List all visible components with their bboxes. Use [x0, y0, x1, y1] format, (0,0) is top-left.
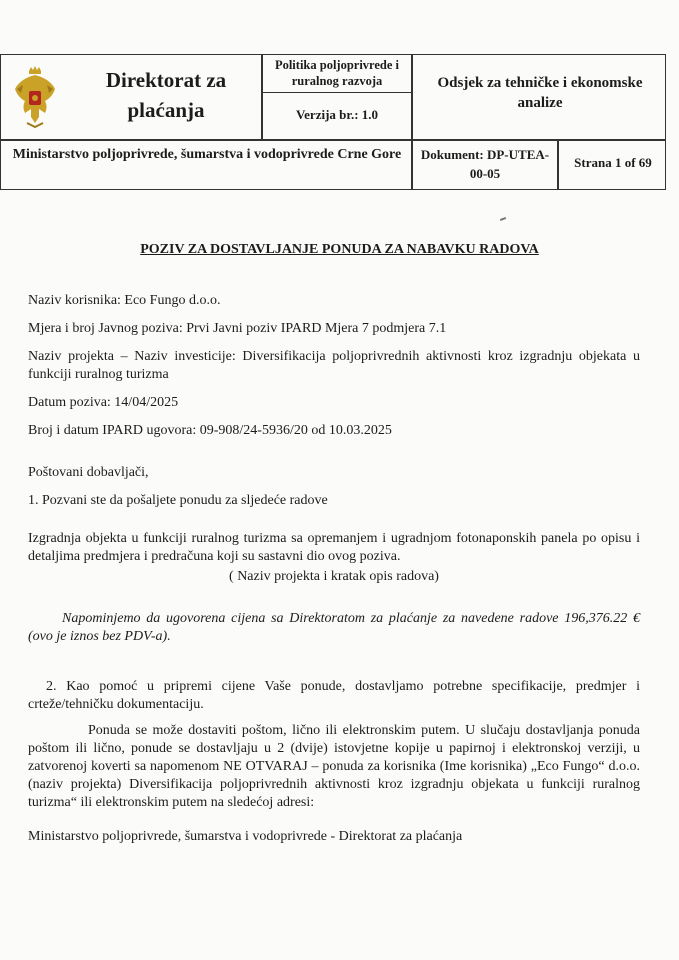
header-page-cell — [558, 140, 666, 190]
coat-of-arms-icon — [13, 65, 57, 129]
ministry-name: Ministarstvo poljoprivrede, šumarstva i vodoprivrede Crne Gore — [12, 147, 402, 162]
header-policy-cell — [262, 54, 412, 140]
header-logo-cell — [0, 54, 262, 140]
header-ministry-cell — [0, 140, 412, 190]
submission-instructions: Ponuda se može dostaviti poštom, lično ili elektronskim putem. U slučaju dostavljanja ponuda poštom ili lično, ponude se dostavljaju u 2 (dvije) istovjetne kopije u papirnoj i elektronskoj verziji, u zatvorenoj koverti sa napomenom NE OTVARAJ – ponuda za korisnika (Ime korisnika) „Eco Fungo“ d.o.o. (naziv projekta) Diversifikacija poljoprivrednih aktivnosti kroz izgradnju objekata u funkciji ruralnog turizma“ ili elektronskim putem na sledećoj adresi: — [28, 723, 640, 810]
version-label: Verzija br.: 1.0 — [295, 107, 379, 122]
directorate-title: Direktorat za plaćanja — [105, 68, 227, 122]
policy-title: Politika poljoprivrede i ruralnog razvoja — [274, 58, 400, 88]
document-id: Dokument: DP-UTEA-00-05 — [420, 147, 550, 181]
document-title: POZIV ZA DOSTAVLJANJE PONUDA ZA NABAVKU RADOVA — [140, 242, 539, 257]
works-description: Izgradnja objekta u funkciji ruralnog turizma sa opremanjem i ugradnjom fotonaponskih panela po opisu i detaljima predmjera i predračuna koji su sastavni dio ovog poziva. — [28, 531, 640, 564]
works-caption: ( Naziv projekta i kratak opis radova) — [229, 569, 439, 584]
header-document-cell — [412, 140, 558, 190]
policy-divider — [263, 92, 411, 93]
item-2: 2. Kao pomoć u pripremi cijene Vaše ponude, dostavljamo potrebne specifikacije, predmjer i crteže/tehničku dokumentaciju. — [28, 679, 640, 712]
address-line: Ministarstvo poljoprivrede, šumarstva i vodoprivrede - Direktorat za plaćanja — [28, 829, 463, 844]
department-title: Odsjek za tehničke i ekonomske analize — [437, 75, 643, 111]
date-field: Datum poziva: 14/04/2025 — [28, 395, 179, 410]
header-department-cell — [412, 54, 666, 140]
greeting: Poštovani dobavljači, — [28, 465, 149, 480]
contract-field: Broj i datum IPARD ugovora: 09-908/24-5936/20 od 10.03.2025 — [28, 423, 392, 438]
project-field: Naziv projekta – Naziv investicije: Diversifikacija poljoprivrednih aktivnosti kroz izgradnju objekata u funkciji ruralnog turizma — [28, 349, 640, 382]
call-field: Mjera i broj Javnog poziva: Prvi Javni poziv IPARD Mjera 7 podmjera 7.1 — [28, 321, 447, 336]
page-number: Strana 1 of 69 — [574, 155, 652, 170]
price-note: Napominjemo da ugovorena cijena sa Direktoratom za plaćanje za navedene radove 196,376.22 € (ovo je iznos bez PDV-a). — [28, 611, 640, 644]
item-1: 1. Pozvani ste da pošaljete ponudu za sljedeće radove — [28, 493, 328, 508]
client-field: Naziv korisnika: Eco Fungo d.o.o. — [28, 293, 221, 308]
scan-speck — [500, 217, 506, 221]
